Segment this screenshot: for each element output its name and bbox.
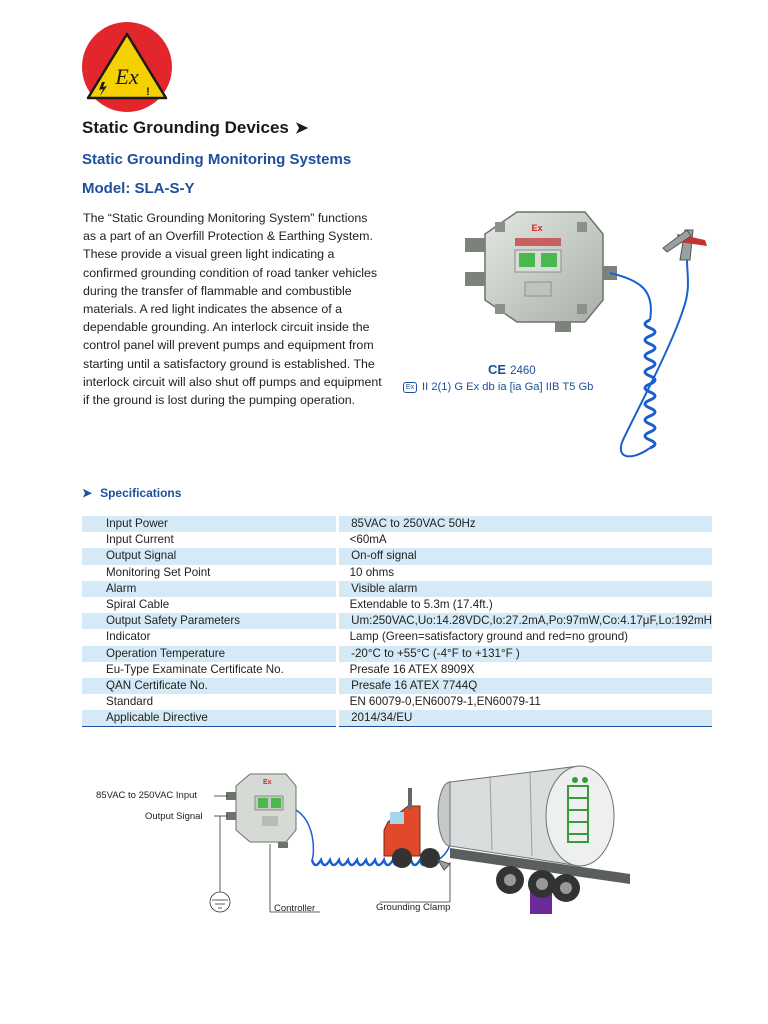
spec-key: Input Power: [82, 516, 338, 532]
chevron-right-icon: ➤: [294, 120, 309, 137]
spec-key: QAN Certificate No.: [82, 678, 338, 694]
spec-row: [82, 565, 712, 581]
atex-certification: [403, 381, 593, 393]
spec-row: [82, 516, 712, 532]
spec-row: [82, 613, 712, 629]
spec-key: Output Safety Parameters: [82, 613, 338, 629]
controller-product-image: [455, 200, 715, 470]
section-title: Static Grounding Monitoring Systems: [82, 151, 352, 168]
spec-key: Output Signal: [82, 548, 338, 564]
page-title: [82, 118, 308, 138]
diagram-output-label: Output Signal: [145, 811, 203, 822]
ce-number: 2460: [510, 365, 536, 377]
spec-key: Operation Temperature: [82, 646, 338, 662]
spec-value: EN 60079-0,EN60079-1,EN60079-11: [349, 695, 541, 709]
atex-ex-icon: Ex: [403, 382, 417, 393]
spec-key: Eu-Type Examinate Certificate No.: [106, 662, 284, 676]
spec-value: Presafe 16 ATEX 8909X: [349, 662, 475, 676]
spec-row: [82, 694, 712, 710]
spec-value: Visible alarm: [338, 581, 712, 597]
specifications-title: Specifications: [100, 486, 182, 500]
spec-row: [82, 597, 712, 613]
ce-mark-icon: CE: [488, 362, 507, 377]
diagram-input-label: 85VAC to 250VAC Input: [96, 790, 198, 801]
spec-value: On-off signal: [338, 548, 712, 564]
controller-ex-label: Ex: [531, 223, 543, 233]
ce-certification: [488, 362, 536, 377]
diagram-ex-label: Ex: [263, 779, 272, 786]
diagram-clamp-label: Grounding Clamp: [376, 902, 451, 913]
spec-key: Input Current: [106, 533, 174, 547]
spec-key: Monitoring Set Point: [106, 565, 211, 579]
spec-row: [82, 678, 712, 694]
diagram-controller-label: Controller: [274, 903, 316, 914]
spec-value: <60mA: [349, 533, 387, 547]
spec-value: 2014/34/EU: [338, 710, 712, 727]
spec-row: [82, 532, 712, 548]
spec-value: -20°C to +55°C (-4°F to +131°F ): [338, 646, 712, 662]
description-text: The “Static Grounding Monitoring System” functions as a part of an Overfill Protection & Earthing System. These provide a visual green light indicating a confirmed grounding condition of road tanker vehicles during the transfer of flammable and combustible materials. A red light indicates the absence of a dependable grounding. An interlock circuit inside the control panel will prevent pumps and equipment from starting until a satisfactory ground is established. The interlock circuit will also shut off pumps and equipment if the ground is lost during the pumping operation.: [83, 211, 382, 408]
spec-value: Presafe 16 ATEX 7744Q: [338, 678, 712, 694]
spec-key: Alarm: [82, 581, 338, 597]
chevron-right-icon: ➤: [82, 486, 93, 500]
spec-key: Applicable Directive: [82, 710, 338, 727]
spec-value: Lamp (Green=satisfactory ground and red=no ground): [349, 630, 629, 644]
spec-row: [82, 710, 712, 727]
specifications-table: [82, 516, 712, 727]
spec-key: Standard: [106, 695, 154, 709]
spec-row: [82, 581, 712, 597]
page-title-text: Static Grounding Devices: [82, 118, 289, 137]
spec-row: [82, 662, 712, 678]
svg-text:!: !: [146, 86, 150, 98]
specifications-heading: [82, 486, 181, 500]
ex-logo-text: Ex: [115, 64, 139, 89]
spec-row: [82, 548, 712, 564]
atex-marking: II 2(1) G Ex db ia [ia Ga] IIB T5 Gb: [422, 381, 594, 393]
model-title: Model: SLA-S-Y: [82, 180, 195, 197]
spec-value: 85VAC to 250VAC 50Hz: [338, 516, 712, 532]
ex-logo-icon: [80, 20, 174, 114]
spec-row: [82, 629, 712, 645]
spec-value: 10 ohms: [349, 565, 395, 579]
spec-value: Extendable to 5.3m (17.4ft.): [349, 598, 493, 612]
spec-key: Spiral Cable: [106, 598, 170, 612]
spec-row: [82, 646, 712, 662]
spec-key: Indicator: [106, 630, 151, 644]
spec-value: Um:250VAC,Uo:14.28VDC,Io:27.2mA,Po:97mW,Co:4.17μF,Lo:192mH: [338, 613, 712, 629]
